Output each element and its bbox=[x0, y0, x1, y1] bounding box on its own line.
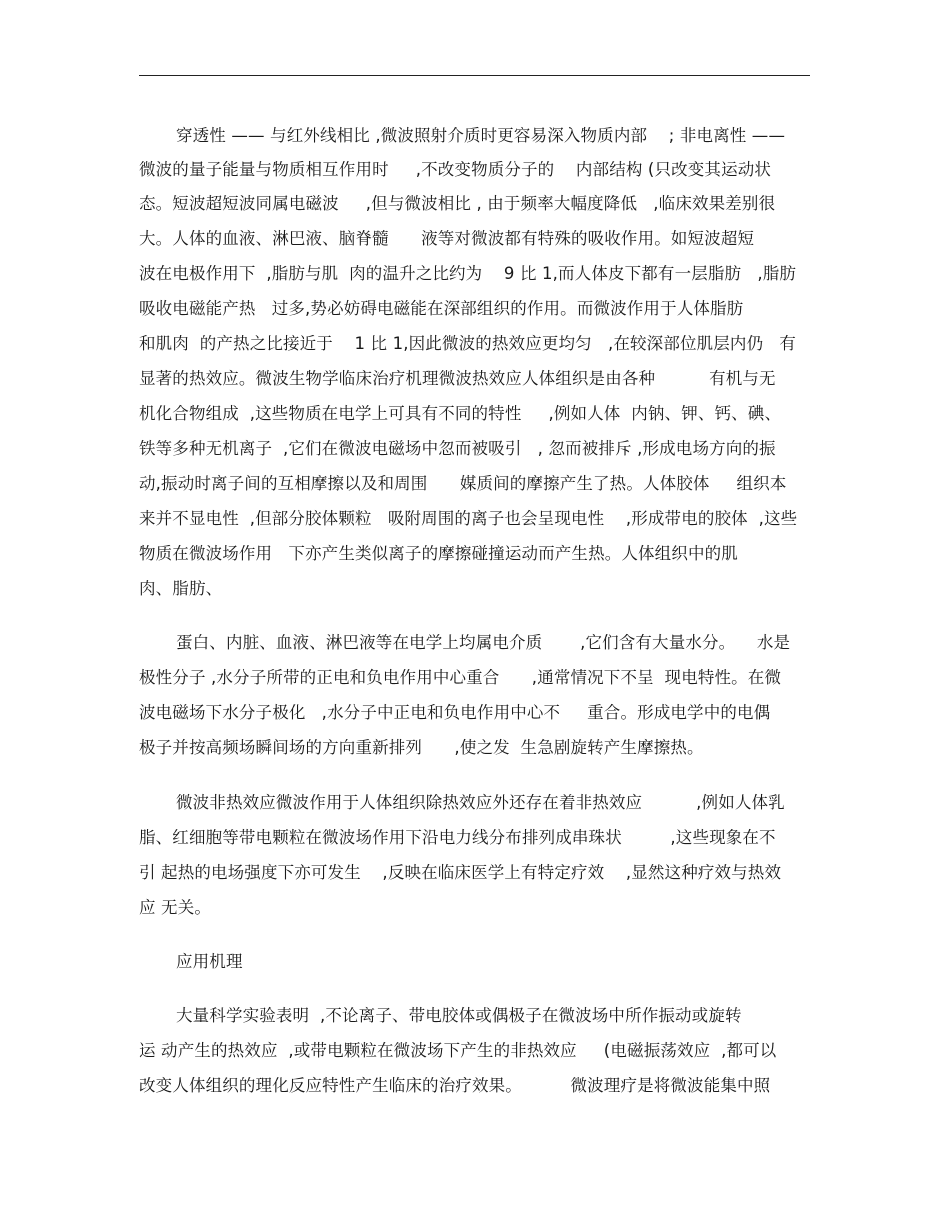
paragraph-1-line-13: 物质在微波场作用 下亦产生类似离子的摩擦碰撞运动而产生热。人体组织中的肌 bbox=[139, 544, 738, 563]
paragraph-2-line-3: 波电磁场下水分子极化 ,水分子中正电和负电作用中心不 重合。形成电学中的电偶 bbox=[139, 703, 771, 722]
paragraph-1-line-8: 显著的热效应。微波生物学临床治疗机理微波热效应人体组织是由各种 有机与无 bbox=[139, 369, 776, 388]
paragraph-2-line-4: 极子并按高频场瞬间场的方向重新排列 ,使之发 生急剧旋转产生摩擦热。 bbox=[139, 738, 704, 757]
paragraph-1-line-12: 来并不显电性 ,但部分胶体颗粒 吸附周围的离子也会呈现电性 ,形成带电的胶体 ,这些 bbox=[139, 509, 798, 528]
paragraph-5-line-1: 大量科学实验表明 ,不论离子、带电胶体或偶极子在微波场中所作振动或旋转 bbox=[176, 1006, 742, 1025]
paragraph-1-line-7: 和肌肉 的产热之比接近于 1 比 1,因此微波的热效应更均匀 ,在较深部位肌层内仍 有 bbox=[139, 334, 797, 353]
paragraph-1-line-11: 动,振动时离子间的互相摩擦以及和周围 媒质间的摩擦产生了热。人体胶体 组织本 bbox=[139, 474, 787, 493]
paragraph-1-line-6: 吸收电磁能产热 过多,势必妨碍电磁能在深部组织的作用。而微波作用于人体脂肪 bbox=[139, 299, 744, 318]
paragraph-2-line-1: 蛋白、内脏、血液、淋巴液等在电学上均属电介质 ,它们含有大量水分。 水是 bbox=[176, 633, 791, 652]
paragraph-1-line-1: 穿透性 —— 与红外线相比 ,微波照射介质时更容易深入物质内部 ; 非电离性 —— bbox=[176, 126, 786, 145]
paragraph-5-line-3: 改变人体组织的理化反应特性产生临床的治疗效果。 微波理疗是将微波能集中照 bbox=[139, 1076, 771, 1095]
paragraph-2-line-2: 极性分子 ,水分子所带的正电和负电作用中心重合 ,通常情况下不呈 现电特性。在微 bbox=[139, 668, 782, 687]
paragraph-3-line-1: 微波非热效应微波作用于人体组织除热效应外还存在着非热效应 ,例如人体乳 bbox=[176, 793, 785, 812]
paragraph-1-line-9: 机化合物组成 ,这些物质在电学上可具有不同的特性 ,例如人体 内钠、钾、钙、碘、 bbox=[139, 404, 782, 423]
paragraph-3-line-2: 脂、红细胞等带电颗粒在微波场作用下沿电力线分布排列成串珠状 ,这些现象在不 bbox=[139, 828, 776, 847]
paragraph-1-line-10: 铁等多种无机离子 ,它们在微波电磁场中忽而被吸引 , 忽而被排斥 ,形成电场方向的振 bbox=[139, 439, 776, 458]
paragraph-1-line-4: 大。人体的血液、淋巴液、脑脊髓 液等对微波都有特殊的吸收作用。如短波超短 bbox=[139, 229, 755, 248]
paragraph-3-line-3: 引 起热的电场强度下亦可发生 ,反映在临床医学上有特定疗效 ,显然这种疗效与热效 bbox=[139, 863, 782, 882]
paragraph-1-line-14: 肉、脂肪、 bbox=[139, 579, 223, 598]
paragraph-1-line-3: 态。短波超短波同属电磁波 ,但与微波相比 , 由于频率大幅度降低 ,临床效果差别很 bbox=[139, 194, 776, 213]
section-heading: 应用机理 bbox=[176, 952, 243, 971]
paragraph-5-line-2: 运 动产生的热效应 ,或带电颗粒在微波场下产生的非热效应 (电磁振荡效应 ,都可以 bbox=[139, 1041, 777, 1060]
paragraph-1-line-5: 波在电极作用下 ,脂肪与肌 肉的温升之比约为 9 比 1,而人体皮下都有一层脂肪 ,脂肪 bbox=[139, 264, 797, 283]
paragraph-1-line-2: 微波的量子能量与物质相互作用时 ,不改变物质分子的 内部结构 (只改变其运动状 bbox=[139, 160, 772, 179]
paragraph-3-line-4: 应 无关。 bbox=[139, 898, 211, 917]
header-rule bbox=[139, 75, 810, 76]
